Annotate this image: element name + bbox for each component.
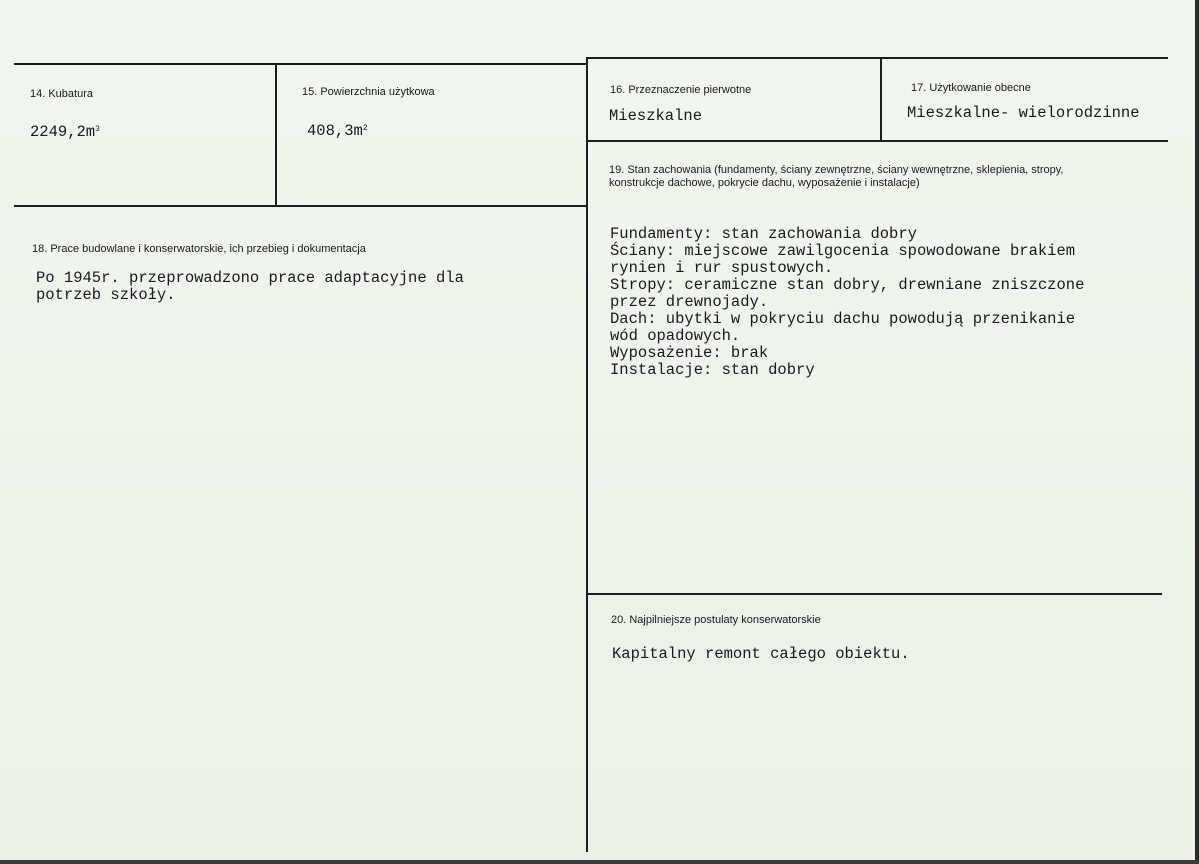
divider-center bbox=[586, 57, 588, 852]
rule-left-mid bbox=[14, 205, 588, 207]
powierzchnia-value: $408,3m^2$ bbox=[307, 122, 368, 140]
stan-line: przez drewnojady. bbox=[610, 293, 769, 311]
divider-14-15 bbox=[275, 63, 277, 207]
rule-right-lower bbox=[588, 593, 1162, 595]
powierzchnia-label: 15. Powierzchnia użytkowa bbox=[302, 86, 435, 98]
stan-line: wód opadowych. bbox=[610, 327, 741, 345]
stan-line: Wyposażenie: brak bbox=[610, 344, 769, 362]
top-rule-left bbox=[14, 63, 588, 65]
card-right-edge bbox=[1195, 0, 1199, 864]
przeznaczenie-value: Mieszkalne bbox=[609, 107, 703, 125]
stan-line: Stropy: ceramiczne stan dobry, drewniane zniszczone bbox=[610, 276, 1085, 294]
stan-line: rynien i rur spustowych. bbox=[610, 259, 834, 277]
kubatura-value: $2249,2m^3$ bbox=[30, 123, 100, 141]
postulaty-label: 20. Najpilniejsze postulaty konserwatorskie bbox=[611, 614, 821, 626]
top-rule-right bbox=[586, 57, 1168, 59]
kubatura-label: 14. Kubatura bbox=[30, 88, 93, 100]
prace-label: 18. Prace budowlane i konserwatorskie, ich przebieg i dokumentacja bbox=[32, 243, 366, 255]
uzytkowanie-value: Mieszkalne- wielorodzinne bbox=[907, 104, 1140, 122]
prace-line: Po 1945r. przeprowadzono prace adaptacyjne dla bbox=[36, 269, 464, 287]
uzytkowanie-label: 17. Użytkowanie obecne bbox=[911, 82, 1031, 94]
stan-line: Dach: ubytki w pokryciu dachu powodują przenikanie bbox=[610, 310, 1076, 328]
postulaty-value: Kapitalny remont całego obiektu. bbox=[612, 645, 910, 663]
stan-label-line2: konstrukcje dachowe, pokrycie dachu, wyposażenie i instalacje) bbox=[609, 177, 920, 189]
card-bottom-edge bbox=[0, 860, 1199, 864]
prace-value bbox=[36, 270, 464, 304]
divider-16-17 bbox=[880, 57, 882, 142]
stan-line: Instalacje: stan dobry bbox=[610, 361, 815, 379]
stan-value bbox=[610, 209, 1084, 379]
stan-label-line1: 19. Stan zachowania (fundamenty, ściany zewnętrzne, ściany wewnętrzne, sklepienia, stropy, bbox=[609, 164, 1064, 176]
rule-right-upper bbox=[586, 140, 1168, 142]
stan-line: Fundamenty: stan zachowania dobry bbox=[610, 225, 917, 243]
przeznaczenie-label: 16. Przeznaczenie pierwotne bbox=[610, 84, 752, 96]
stan-line: Ściany: miejscowe zawilgocenia spowodowane brakiem bbox=[610, 242, 1076, 260]
prace-line: potrzeb szkoły. bbox=[36, 286, 176, 304]
